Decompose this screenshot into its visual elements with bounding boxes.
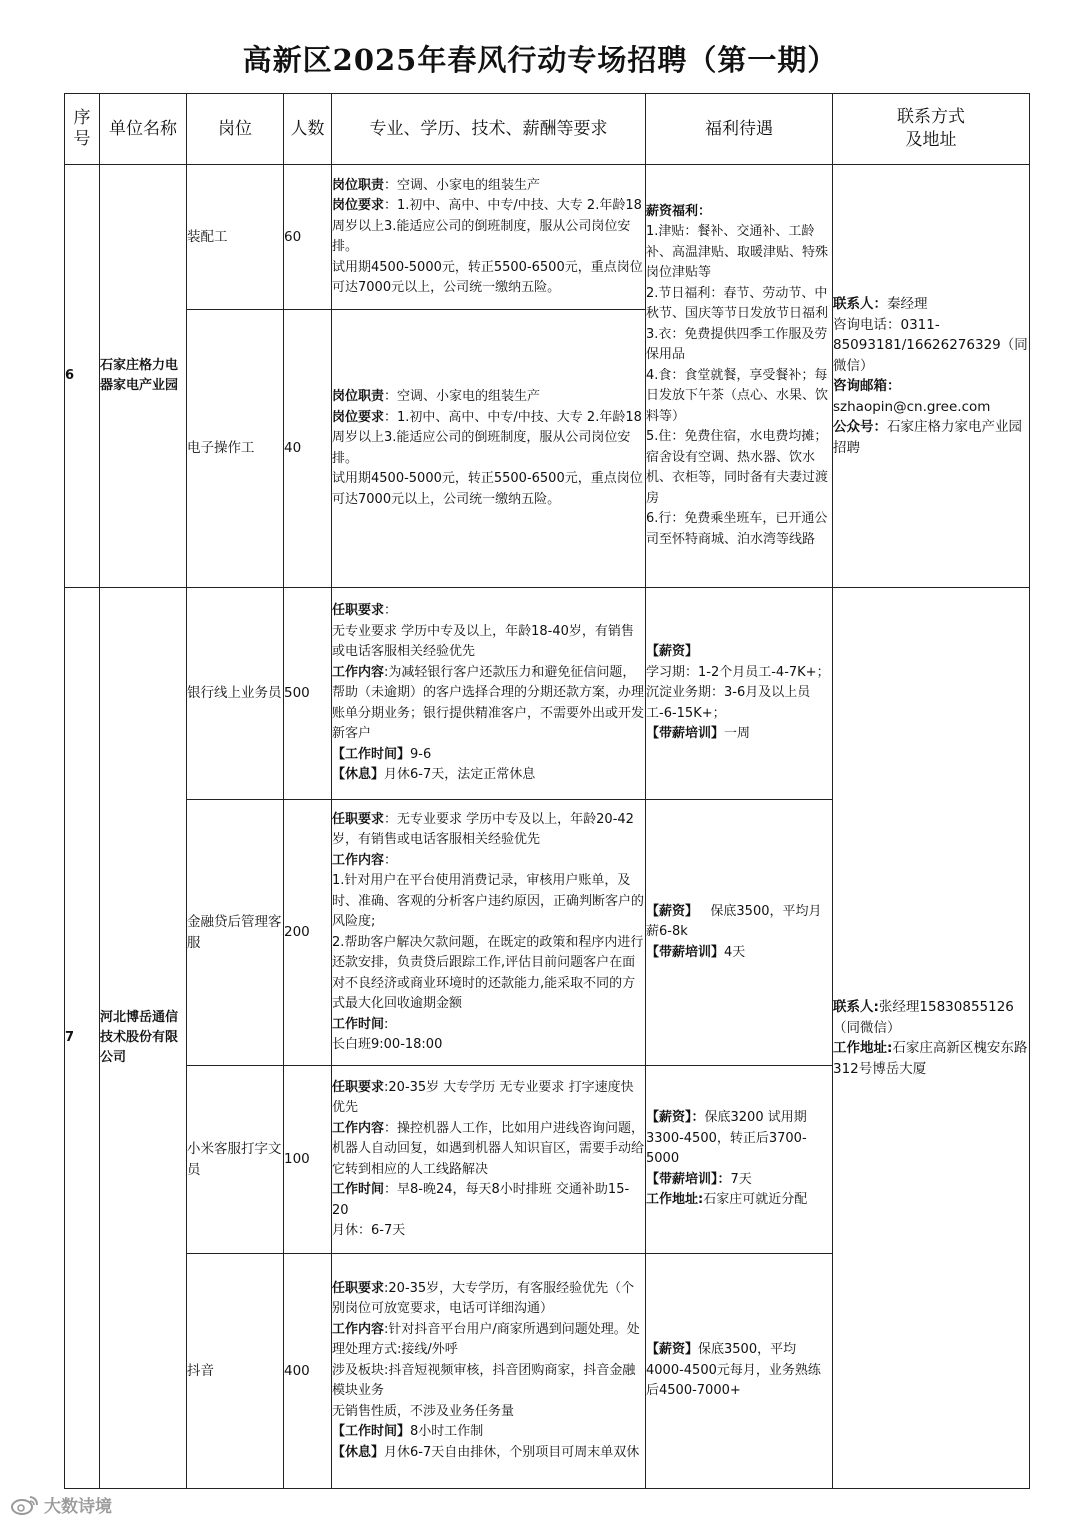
page-title: 高新区2025年春风行动专场招聘（第一期） bbox=[242, 43, 838, 77]
req-line: 2.帮助客户解决欠款问题，在既定的政策和程序内进行还款安排，负责贷后跟踪工作,评估目前问题客户在面对不良经济或商业环境时的还款能力,能采取不同的方式最大化回收逾期金额 bbox=[332, 934, 644, 1011]
header-contact bbox=[833, 94, 1030, 165]
req-line: 无专业要求 学历中专及以上，年龄18-40岁，有销售或电话客服相关经验优先 bbox=[332, 623, 634, 660]
contact-line: 咨询电话：0311-85093181/16626276329（同微信） bbox=[833, 316, 1028, 374]
req-line: 无销售性质，不涉及业务任务量 bbox=[332, 1403, 515, 1419]
recruitment-table bbox=[64, 93, 1030, 1489]
req-line: 1.针对用户在平台使用消费记录，审核用户账单，及时、准确、客观的分析客户违约原因，正确判断客户的风险度; bbox=[332, 873, 645, 929]
position-name: 电子操作工 bbox=[187, 310, 284, 588]
contact-line: 公众号：石家庄格力家电产业园招聘 bbox=[833, 419, 1022, 456]
contact-email: szhaopin@cn.gree.com bbox=[833, 398, 991, 415]
header-contact-line2: 及地址 bbox=[905, 130, 957, 150]
row-num: 6 bbox=[65, 165, 100, 588]
req-line: 工作时间: bbox=[332, 1016, 389, 1032]
table-row bbox=[65, 588, 1030, 800]
req-line: 工作内容:为减轻银行客户还款压力和避免征信问题，帮助（未逾期）的客户选择合理的分期还款方案，办理账单分期业务；银行提供精准客户，不需要外出或开发新客户 bbox=[332, 664, 645, 742]
benefit-line: 1.津贴：餐补、交通补、工龄补、高温津贴、取暖津贴、特殊岗位津贴等 bbox=[646, 224, 829, 281]
header-count: 人数 bbox=[284, 94, 332, 165]
req-line: 任职要求:20-35岁，大专学历，有客服经验优先（个别岗位可放宽要求，电话可详细沟通） bbox=[332, 1280, 635, 1317]
req-line: 岗位要求：1.初中、高中、中专/中技、大专 2.年龄18周岁以上3.能适应公司的倒班制度，服从公司岗位安排。 bbox=[332, 409, 642, 466]
header-position: 岗位 bbox=[187, 94, 284, 165]
benefit-line: 5.住：免费住宿，水电费均摊；宿舍设有空调、热水器、饮水机、衣柜等，同时备有夫妻过渡房 bbox=[646, 429, 829, 506]
requirements-cell bbox=[332, 1066, 646, 1254]
watermark-text: 大数诗境 bbox=[44, 1497, 112, 1517]
benefit-line: 【带薪培训】：7天 bbox=[646, 1171, 752, 1187]
benefits-cell bbox=[646, 1254, 833, 1489]
position-name: 抖音 bbox=[187, 1254, 284, 1489]
benefit-line: 【薪资】 bbox=[646, 644, 699, 660]
row-num: 7 bbox=[65, 588, 100, 1489]
req-line: 【工作时间】8小时工作制 bbox=[332, 1424, 484, 1440]
req-line: 任职要求： bbox=[332, 603, 398, 619]
benefit-line: 薪资福利： bbox=[646, 203, 712, 219]
benefit-line: 沉淀业务期：3-6月及以上员工-6-15K+； bbox=[646, 685, 811, 721]
req-line: 试用期4500-5000元，转正5500-6500元，重点岗位可达7000元以上，公司统一缴纳五险。 bbox=[332, 259, 643, 295]
position-name: 装配工 bbox=[187, 165, 284, 310]
req-line: 工作内容：操控机器人工作，比如用户进线咨询问题，机器人自动回复，如遇到机器人知识盲区，需要手动给它转到相应的人工线路解决 bbox=[332, 1120, 645, 1177]
req-line: 【休息】月休6-7天，法定正常休息 bbox=[332, 767, 536, 783]
benefit-line: 6.行：免费乘坐班车，已开通公司至怀特商城、泊水湾等线路 bbox=[646, 511, 828, 547]
benefit-line: 2.节日福利：春节、劳动节、中秋节、国庆等节日发放节日福利 bbox=[646, 285, 829, 322]
position-count: 400 bbox=[284, 1254, 332, 1489]
position-name: 金融贷后管理客服 bbox=[187, 800, 284, 1066]
position-count: 200 bbox=[284, 800, 332, 1066]
contact-line: 联系人：秦经理 bbox=[833, 296, 928, 312]
benefit-line: 【薪资】：保底3200 试用期3300-4500，转正后3700-5000 bbox=[646, 1110, 807, 1167]
req-line: 涉及板块:抖音短视频审核，抖音团购商家，抖音金融模块业务 bbox=[332, 1362, 636, 1399]
header-num: 序号 bbox=[65, 94, 100, 165]
req-line: 【休息】月休6-7天自由排休，个别项目可周末单双休 bbox=[332, 1444, 640, 1460]
benefit-line: 3.衣：免费提供四季工作服及劳保用品 bbox=[646, 326, 828, 363]
req-line: 【工作时间】9-6 bbox=[332, 746, 432, 762]
benefit-line: 【带薪培训】一周 bbox=[646, 726, 751, 742]
benefit-line: 【薪资】保底3500，平均4000-4500元每月，业务熟练后4500-7000+ bbox=[646, 1342, 821, 1399]
req-line: 月休：6-7天 bbox=[332, 1223, 406, 1238]
requirements-cell bbox=[332, 310, 646, 588]
req-line: 工作时间：早8-晚24，每天8小时排班 交通补助15-20 bbox=[332, 1182, 630, 1218]
position-count: 500 bbox=[284, 588, 332, 800]
company-name: 石家庄格力电器家电产业园 bbox=[100, 165, 187, 588]
benefits-cell bbox=[646, 588, 833, 800]
benefits-cell bbox=[646, 165, 833, 588]
contact-cell bbox=[833, 588, 1030, 1489]
table-header-row bbox=[65, 94, 1030, 165]
benefit-line: 4.食：食堂就餐，享受餐补；每日发放下午茶（点心、水果、饮料等） bbox=[646, 367, 829, 424]
contact-line: 咨询邮箱： bbox=[833, 378, 901, 394]
weibo-icon bbox=[10, 1494, 40, 1521]
benefit-line: 【薪资】 保底3500，平均月薪6-8k bbox=[646, 903, 822, 940]
req-line: 长白班9:00-18:00 bbox=[332, 1037, 443, 1052]
table-row bbox=[65, 165, 1030, 310]
req-line: 工作内容： bbox=[332, 852, 398, 868]
contact-line: 工作地址:石家庄高新区槐安东路312号博岳大厦 bbox=[833, 1040, 1028, 1077]
req-line: 岗位职责：空调、小家电的组装生产 bbox=[332, 389, 541, 404]
contact-cell bbox=[833, 165, 1030, 588]
header-company: 单位名称 bbox=[100, 94, 187, 165]
benefit-line: 学习期：1-2个月员工-4-7K+； bbox=[646, 664, 830, 680]
requirements-cell bbox=[332, 165, 646, 310]
benefit-line: 【带薪培训】4天 bbox=[646, 944, 746, 960]
position-count: 100 bbox=[284, 1066, 332, 1254]
header-benefits: 福利待遇 bbox=[646, 94, 833, 165]
requirements-cell bbox=[332, 588, 646, 800]
req-line: 任职要求：无专业要求 学历中专及以上，年龄20-42岁，有销售或电话客服相关经验优先 bbox=[332, 811, 634, 847]
req-line: 工作内容:针对抖音平台用户/商家所遇到问题处理。处理处理方式:接线/外呼 bbox=[332, 1321, 640, 1358]
position-count: 40 bbox=[284, 310, 332, 588]
benefits-cell bbox=[646, 800, 833, 1066]
header-contact-line1: 联系方式 bbox=[897, 107, 965, 127]
req-line: 任职要求:20-35岁 大专学历 无专业要求 打字速度快优先 bbox=[332, 1079, 634, 1115]
watermark bbox=[10, 1492, 112, 1521]
header-requirements: 专业、学历、技术、薪酬等要求 bbox=[332, 94, 646, 165]
requirements-cell bbox=[332, 800, 646, 1066]
contact-line: 联系人:张经理15830855126（同微信） bbox=[833, 999, 1014, 1036]
benefit-line: 工作地址:石家庄可就近分配 bbox=[646, 1192, 808, 1208]
req-line: 岗位职责：空调、小家电的组装生产 bbox=[332, 177, 541, 193]
position-count: 60 bbox=[284, 165, 332, 310]
benefits-cell bbox=[646, 1066, 833, 1254]
req-line: 岗位要求：1.初中、高中、中专/中技、大专 2.年龄18周岁以上3.能适应公司的倒班制度，服从公司岗位安排。 bbox=[332, 198, 642, 254]
req-line: 试用期4500-5000元，转正5500-6500元，重点岗位可达7000元以上，公司统一缴纳五险。 bbox=[332, 471, 643, 507]
requirements-cell bbox=[332, 1254, 646, 1489]
company-name: 河北博岳通信技术股份有限公司 bbox=[100, 588, 187, 1489]
position-name: 银行线上业务员 bbox=[187, 588, 284, 800]
position-name: 小米客服打字文员 bbox=[187, 1066, 284, 1254]
